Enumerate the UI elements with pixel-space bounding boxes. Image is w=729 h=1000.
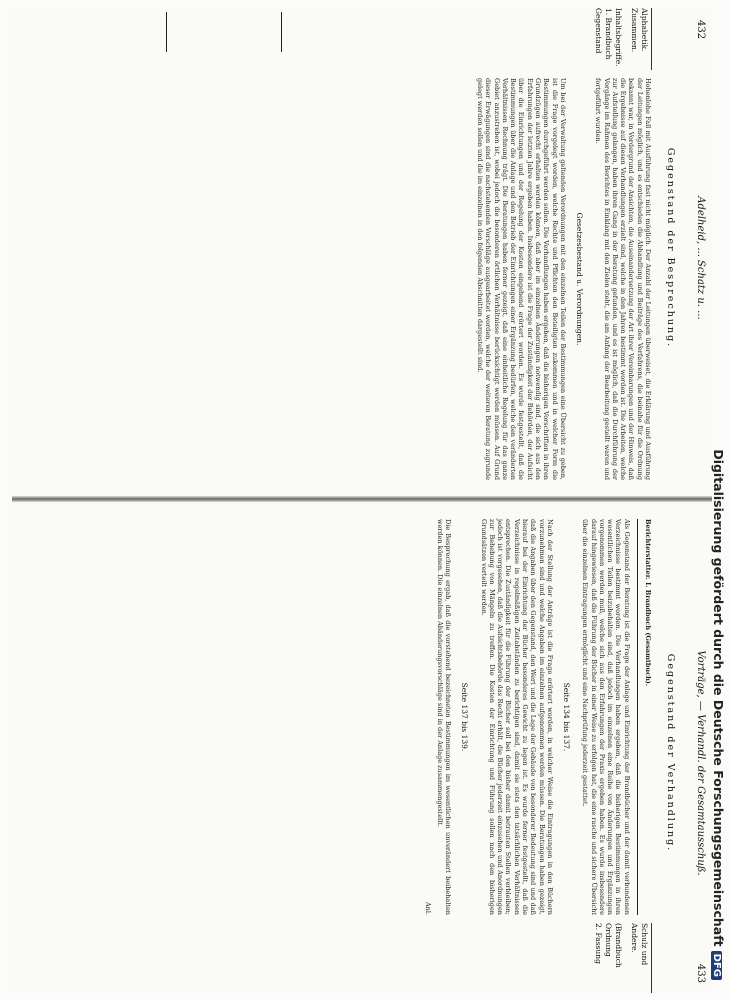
divider (637, 519, 638, 915)
right-footer: Anl. (424, 901, 433, 915)
dfg-watermark (706, 30, 726, 980)
right-running-header (684, 543, 706, 983)
margin-rule (281, 12, 282, 52)
right-intro: Berichterstatter. I. Brandbuch (Gesamtbuch). (644, 519, 652, 687)
left-subtitle: Gegenstand der Besprechung. (665, 147, 676, 349)
right-paragraph: Als Gegenstand der Beratung ist die Frage der Anlage und Einrichtung der Brandbücher und der damit verbundenen Verzeichnisse bestimmt worden. Die Verhandlungen haben ergeben, daß die bisherigen Bestimmungen in ihren wesentlichen Teilen beizubehalten sind, daß jedoch im einzelnen eine Reihe von Änderungen und Ergänzungen vorgenommen werden muß, welche sich aus den Erfahrungen der Praxis ergeben haben. Es wurde insbesondere darauf hingewiesen, daß die Führung der Bücher in einer Weise zu erfolgen hat, die eine rasche und sichere Übersicht über die einzelnen Eintragungen ermöglicht und eine Nachprüfung jederzeit gestattet. (581, 519, 631, 915)
book-spread (12, 8, 712, 993)
right-paragraph: Nach der Stellung der Anträge ist die Frage erörtert worden, in welcher Weise die Eintragungen in den Büchern vorzunehmen sind und welche Angaben im einzelnen aufgenommen werden müssen. Die Beratungen haben gezeigt, daß die Angaben über den Gegenstand, den Wert und die Lage der Gebäude von besonderer Bedeutung sind und daß hierauf bei der Einrichtung der Bücher besonderes Gewicht zu legen ist. Es wurde ferner festgestellt, daß die Verzeichnisse in regelmäßigen Zeitabständen zu berichtigen sind, damit sie stets den tatsächlichen Verhältnissen entsprechen. Die Zuständigkeit für die Führung der Bücher soll bei den bisher damit betrauten Stellen verbleiben; jedoch ist vorgesehen, daß die Aufsichtsbehörde das Recht erhält, die Bücher jederzeit einzusehen und Anordnungen zur Behebung von Mängeln zu treffen. Die Kosten der Einrichtung und Führung sollen nach den bisherigen Grundsätzen verteilt werden. (479, 519, 554, 915)
right-section-heading: Seite 137 bis 139. (460, 682, 470, 752)
left-sidebar-item: Alphabetik. Zusammen. (629, 8, 652, 70)
dfg-watermark-label: Digitalisierung gefördert durch die Deutsche Forschungsgemeinschaft (711, 449, 726, 947)
left-page-number: 432 (695, 20, 706, 40)
left-sidebar-item: Inhaltsbegriffe. (614, 8, 623, 67)
right-subtitle: Gegenstand der Verhandlung. (665, 653, 676, 853)
right-page (12, 513, 712, 993)
left-running-header (684, 20, 706, 478)
left-section-heading: Gesetzesbestand u. Verordnungen. (574, 212, 584, 346)
right-sidebar-item: (Brandbuch (614, 923, 623, 968)
right-running-head: Vorträge, — Verhandl. der Gesamtausschuß. (695, 650, 706, 876)
right-sidebar-item: 2. Fassung (594, 923, 603, 964)
right-sidebar-item: Ordnung (604, 923, 613, 957)
left-sidebar (593, 8, 652, 70)
right-sidebar (593, 923, 652, 993)
dfg-watermark-text (706, 30, 726, 980)
dfg-logo: DFG (711, 951, 722, 980)
margin-rule (166, 12, 167, 52)
left-page (12, 8, 712, 488)
right-section-heading: Seite 134 bis 137. (561, 682, 571, 752)
left-text-column (20, 78, 652, 480)
book-fold (12, 496, 712, 502)
right-note: Die Besprechung ergab, daß die vorstehend bezeichneten Bestimmungen im wesentlichen unverändert beibehalten werden können. Die einzelnen Abänderungsvorschläge sind in der Anlage zusammengestellt. (436, 519, 453, 915)
left-running-head: Adelheid, ... Schatz u. ... (695, 196, 706, 320)
right-text-column (20, 519, 652, 915)
left-sidebar-item: Gegenstand (594, 8, 603, 54)
left-sidebar-item: 1. Brandbuch (604, 8, 613, 60)
left-paragraph: Um bei der Verwaltung geltenden Verordnungen mit den einzelnen Teilen der Bestimmungen eine Übersicht zu geben, ist die Frage vorgelegt worden, welche Rechte und Pflichten den Beteiligten zukommen und in welcher Form die Bestimmungen durchgeführt werden sollen. Die Verhandlungen haben ergeben, daß die bisherigen Vorschriften in ihren Grundzügen aufrecht erhalten werden können, daß aber im einzelnen Änderungen notwendig sind, die sich aus den Erfahrungen der letzten Jahre ergeben haben. Insbesondere ist die Frage der Zuständigkeit der Behörden, der Aufsicht über die Einrichtungen und der Regelung der Kosten eingehend erörtert worden. Es wurde festgestellt, daß die Bestimmungen über die Anlage und den Betrieb der Einrichtungen einer Ergänzung bedürfen, welche den veränderten Verhältnissen Rechnung trägt. Die Beratungen haben ferner gezeigt, daß eine einheitliche Regelung für das ganze Gebiet anzustreben ist, wobei jedoch die besonderen örtlichen Verhältnisse berücksichtigt werden müssen. Auf Grund dieser Erwägungen sind die nachstehenden Vorschläge ausgearbeitet worden, welche der weiteren Beratung zugrunde gelegt werden sollen und die im einzelnen in den folgenden Abschnitten dargestellt sind. (475, 78, 567, 480)
right-sidebar-item: Schulz und Andere. (629, 923, 652, 993)
right-page-number: 433 (695, 963, 706, 983)
left-paragraph: Hohenlohe Fall mit Ausführung fast nicht möglich. Der Anzahl der Leitungen überweiset, die Erklärung und Ausführung der Leitungen möglich, und es entschieden die Abhandlung und Beiträge des Verfahrens, die beinahe für die Ordnung bekannt war, in Vordergrund der Ansichten, die Auseinandersetzung der Art ihrer Vereinbarungen und der Hinweis, daß die Ergebnisse auf diesen Verhandlungen erzielt sind, welche in den Jahren bestimmt worden ist. Die Arbeiten, welche zur Aufstellung gelangen, haben ihren Gang in der Beratung gefunden, und es ist möglich, daß die Durchführung der Vorgänge im Rahmen des Berichtes in Einklang mit den Zielen steht, die am Anfang der Bearbeitung gestellt waren und fortgeführt wurden. (594, 78, 652, 480)
